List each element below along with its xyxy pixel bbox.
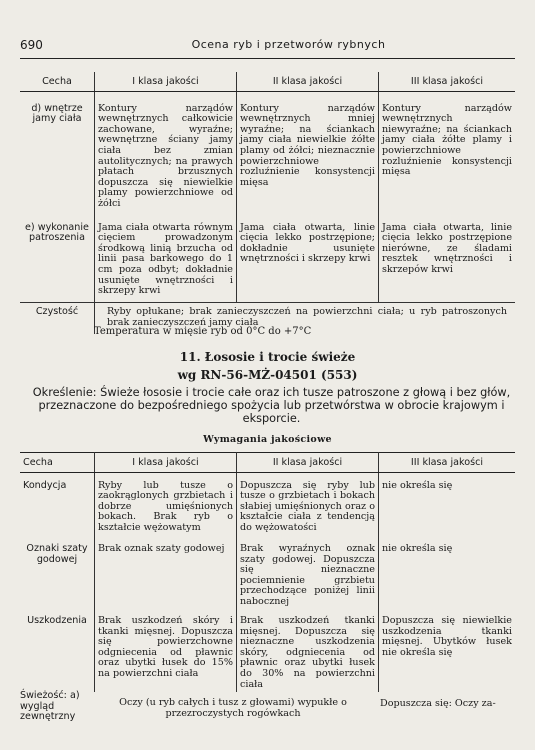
column-header: I klasa jakości: [95, 72, 237, 91]
row-label: d) wnętrze jamy ciała: [31, 102, 83, 125]
row-label: Kondycja: [23, 479, 67, 491]
column-header: III klasa jakości: [379, 72, 516, 91]
column-header: Cecha: [20, 72, 95, 91]
table-cell: Brak wyraźnych oznak szaty godowej. Dopuszcza się nieznaczne pociemnienie grzbietu przechodzące poniżej linii nabocznej: [237, 540, 379, 610]
table-cell: Jama ciała otwarta, linie cięcia lekko postrzępione nierówne, ze śladami resztek wnętrzności i skrzepów krwi: [379, 211, 516, 303]
table-cell: Kontury narządów wewnętrznych niewyraźne; na ściankach jamy ciała żółte plamy i powierzchniowe rozluźnienie konsystencji mięsa: [379, 91, 516, 210]
table-cell: Ryby lub tusze o zaokrąglonych grzbietach i dobrze umięśnionych bokach. Brak ryb o kształcie wężowatym: [95, 472, 237, 540]
row-label: e) wykonanie patroszenia: [25, 221, 89, 244]
footer-row-text: Oczy (u ryb całych i tusz z głowami) wypukłe o przezroczystych rogówkach: [119, 697, 347, 719]
table-cell: nie określa się: [379, 472, 516, 540]
table-header-row: [20, 453, 515, 473]
column-header: II klasa jakości: [237, 453, 379, 473]
row-label: Czystość: [20, 303, 95, 335]
temperature-note: Temperatura w mięsie ryb od 0°C do +7°C: [94, 326, 312, 337]
column-header: III klasa jakości: [379, 453, 516, 473]
footer-row-label: Świeżość: a) wygląd zewnętrzny: [20, 690, 80, 723]
table-row: [20, 610, 515, 692]
quality-table-1: [20, 72, 515, 334]
section-standard: wg RN-56-MŻ-04501 (553): [177, 368, 358, 382]
header-rule: [20, 58, 515, 59]
page-number: 690: [20, 38, 43, 52]
column-header: Cecha: [20, 453, 95, 473]
table-cell-span: Ryby opłukane; brak zanieczyszczeń na powierzchni ciała; u ryb patroszonych brak zanieczyszczeń jamy ciała: [95, 303, 516, 335]
column-header: II klasa jakości: [237, 72, 379, 91]
footer-row-text-col3: Dopuszcza się: Oczy za-: [380, 698, 496, 709]
table-cell: Dopuszcza się niewielkie uszkodzenia tkanki mięsnej. Ubytków łusek nie określa się: [379, 610, 516, 692]
page-header: [20, 38, 515, 54]
row-label: Uszkodzenia: [27, 615, 87, 627]
table-row: [20, 211, 515, 303]
definition-paragraph: Określenie: Świeże łososie i trocie całe oraz ich tusze patroszone z głową i bez głów, przeznaczone do bezpośredniego spożycia lub przetwórstwa w obrocie krajowym i eksporcie.: [32, 386, 511, 425]
table-cell: Brak oznak szaty godowej: [95, 540, 237, 610]
table-cell: nie określa się: [379, 540, 516, 610]
table-row: [20, 540, 515, 610]
table-cell: Brak uszkodzeń skóry i tkanki mięsnej. Dopuszcza się powierzchowne odgniecenia od pławnic oraz ubytki łusek do 15% na powierzchni ciała: [95, 610, 237, 692]
table-row: [20, 472, 515, 540]
table-cell: Jama ciała otwarta, linie cięcia lekko postrzępione; dokładnie usunięte wnętrzności i skrzepy krwi: [237, 211, 379, 303]
section-title: 11. Łososie i trocie świeże: [179, 350, 356, 364]
table-cell: Jama ciała otwarta równym cięciem prowadzonym środkową linią brzucha od linii pasa barkowego do 1 cm poza odbyt; dokładnie usunięte wnętrzności i skrzepy krwi: [95, 211, 237, 303]
column-header: I klasa jakości: [95, 453, 237, 473]
table-cell: Dopuszcza się ryby lub tusze o grzbietach i bokach słabiej umięśnionych oraz o kształcie ciała z tendencją do wężowatości: [237, 472, 379, 540]
quality-table-2: [20, 452, 515, 692]
table-cell: Kontury narządów wewnętrznych całkowicie zachowane, wyraźne; wewnętrzne ściany jamy ciała bez zmian autolitycznych; na prawych płatach brzusznych dopuszcza się niewielkie plamy powierzchniowe od żółci: [95, 91, 237, 210]
table-row: [20, 91, 515, 210]
table-header-row: [20, 72, 515, 91]
table-cell: Brak uszkodzeń tkanki mięsnej. Dopuszcza się nieznaczne uszkodzenia skóry, odgniecenia od pławnic oraz ubytki łusek do 30% na powierzchni ciała: [237, 610, 379, 692]
table-cell: Kontury narządów wewnętrznych mniej wyraźne; na ściankach jamy ciała niewielkie żółte plamy od żółci; nieznacznie powierzchniowe rozluźnienie konsystencji mięsa: [237, 91, 379, 210]
requirements-heading: Wymagania jakościowe: [203, 434, 332, 445]
running-title: Ocena ryb i przetworów rybnych: [191, 38, 386, 51]
row-label: Oznaki szaty godowej: [26, 543, 88, 565]
